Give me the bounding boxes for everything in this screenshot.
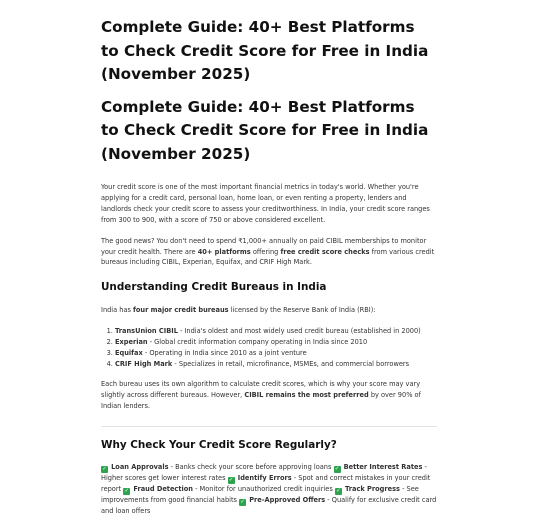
bureaus-intro-text: licensed by the Reserve Bank of India (RBI): xyxy=(228,306,376,315)
bureau-name: TransUnion CIBIL xyxy=(115,327,178,336)
why-label: Track Progress xyxy=(344,484,400,493)
intro-paragraph: Your credit score is one of the most important financial metrics in today's world. Whether you're applying for a credit card, personal loan, home loan, or even renting a property, lenders and landlords check your credit score to assess your creditworthiness. In India, your credit score ranges from 300 to 900, with a score of 750 or above considered excellent. xyxy=(101,183,430,224)
why-text: - Higher scores get lower interest rates xyxy=(101,462,427,482)
why-paragraph xyxy=(101,462,437,517)
good-news-bold: 40+ platforms xyxy=(197,247,251,256)
good-news-text: The good news? You don't need to spend ₹1,000+ annually on paid CIBIL memberships to monitor your credit health. There are xyxy=(101,236,427,256)
check-icon: ✓ xyxy=(334,465,340,472)
bureaus-heading: Understanding Credit Bureaus in India xyxy=(101,281,327,294)
bureau-desc: - Global credit information company operating in India since 2010 xyxy=(147,338,368,347)
check-icon: ✓ xyxy=(336,487,341,494)
why-label: Fraud Detection xyxy=(133,484,193,493)
bureaus-intro xyxy=(101,305,437,316)
why-text: - Monitor for unauthorized credit inquiries xyxy=(192,484,335,493)
bureaus-intro-bold: four major credit bureaus xyxy=(133,306,229,315)
bureau-desc: - Specializes in retail, microfinance, MSMEs, and commercial borrowers xyxy=(172,359,410,368)
bureau-desc: - Operating in India since 2010 as a joint venture xyxy=(142,349,307,358)
why-label: Better Interest Rates xyxy=(343,462,423,471)
good-news-bold: free credit score checks xyxy=(280,247,370,256)
article-title: Complete Guide: 40+ Best Platforms to Check Credit Score for Free in India (November 2025) xyxy=(101,97,429,163)
bureaus-note-text: by over 90% of Indian lenders. xyxy=(101,390,421,410)
bureau-desc: - India's oldest and most widely used credit bureau (established in 2000) xyxy=(177,327,421,336)
list-item xyxy=(115,359,437,370)
check-icon: ✓ xyxy=(102,465,107,472)
check-icon: ✓ xyxy=(228,476,234,483)
why-text: - See improvements from good financial habits xyxy=(101,484,419,504)
list-item xyxy=(115,337,437,348)
good-news-text: from various credit bureaus including CIBIL, Experian, Equifax, and CRIF High Mark. xyxy=(101,247,435,267)
bureau-name: CRIF High Mark xyxy=(115,359,173,368)
bureaus-list xyxy=(101,326,437,370)
good-news-paragraph xyxy=(101,236,437,269)
why-heading: Why Check Your Credit Score Regularly? xyxy=(101,438,337,451)
good-news-text: offering xyxy=(250,247,281,256)
page-title: Complete Guide: 40+ Best Platforms to Check Credit Score for Free in India (November 2025) xyxy=(101,18,429,83)
why-text: - Spot and correct mistakes in your credit report xyxy=(101,473,431,493)
why-label: Identify Errors xyxy=(237,473,292,482)
section-divider xyxy=(101,426,437,427)
article-content xyxy=(101,16,437,517)
why-label: Pre-Approved Offers xyxy=(249,495,326,504)
bureau-name: Experian xyxy=(115,338,148,347)
list-item xyxy=(115,348,437,359)
bureau-name: Equifax xyxy=(115,349,143,358)
bureaus-note xyxy=(101,379,437,412)
why-label: Loan Approvals xyxy=(111,462,169,471)
why-text: - Qualify for exclusive credit card and loan offers xyxy=(101,495,437,515)
list-item xyxy=(115,326,437,337)
why-text: - Banks check your score before approving loans xyxy=(168,462,334,471)
bureaus-note-text: Each bureau uses its own algorithm to calculate credit scores, which is why your score may vary slightly across different bureaus. However, xyxy=(101,379,421,399)
check-icon: ✓ xyxy=(240,498,245,505)
check-icon: ✓ xyxy=(124,487,130,494)
bureaus-intro-text: India has xyxy=(101,306,134,315)
bureaus-note-bold: CIBIL remains the most preferred xyxy=(244,390,369,399)
